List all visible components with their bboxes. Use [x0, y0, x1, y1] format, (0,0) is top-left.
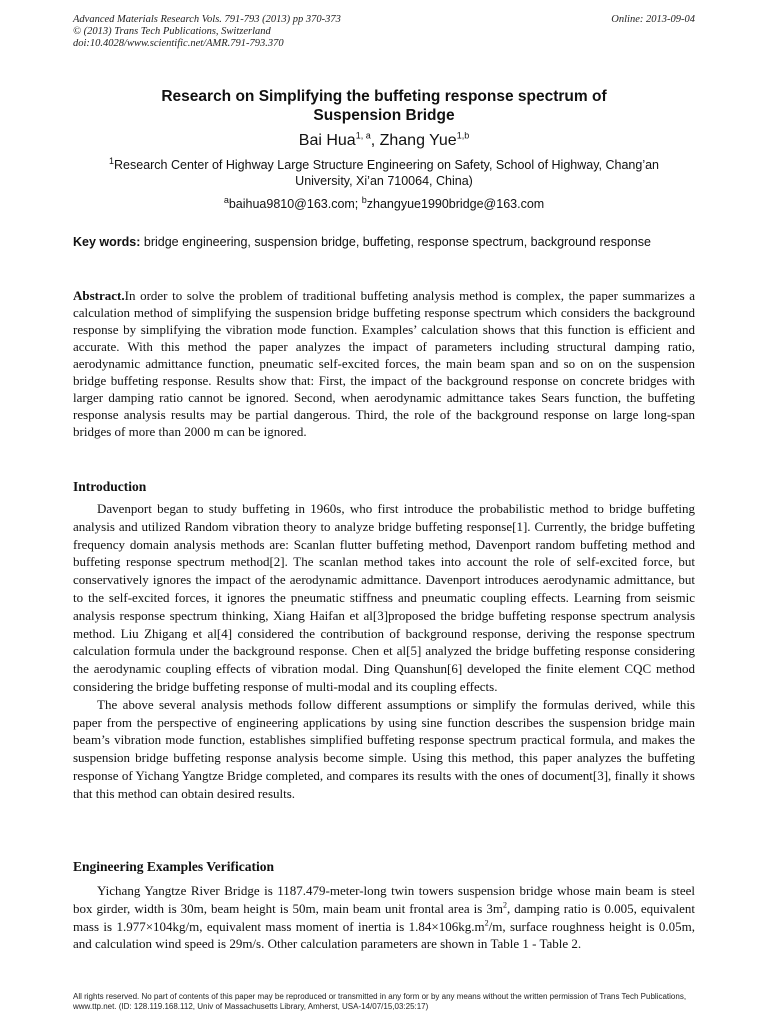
- email-b-superscript: b: [361, 194, 367, 205]
- title-line-1: Research on Simplifying the buffeting response spectrum of: [161, 88, 607, 105]
- copyright-line: © (2013) Trans Tech Publications, Switzerland: [73, 26, 271, 37]
- engineering-body: [73, 882, 695, 953]
- keywords-text: bridge engineering, suspension bridge, buffeting, response spectrum, background response: [140, 235, 651, 249]
- author-separator: ,: [370, 132, 380, 149]
- abstract: [73, 287, 695, 440]
- introduction-paragraph-2: The above several analysis methods follow different assumptions or simplify the formulas derived, while this paper from the perspective of engineering applications by using sine function describes the suspension bridge main beam’s vibration mode function, establishes simplified buffeting response spectrum practical formula, and makes the suspension bridge buffeting response analysis become simple. Using this method, this paper analyzes the buffeting response of Yichang Yangtze Bridge completed, and compares its results with the ones of document[3], finally it shows that this method can obtain desired results.: [73, 696, 695, 801]
- affiliation: [73, 157, 695, 189]
- email-b[interactable]: zhangyue1990bridge@163.com: [366, 197, 545, 211]
- journal-citation: Advanced Materials Research Vols. 791-793 (2013) pp 370-373: [73, 14, 341, 25]
- engineering-text-c: /m, surface roughness height is 0.05m, and calculation wind speed is 29m/s. Other calculation parameters are shown in Table 1 - Table 2.: [73, 918, 696, 952]
- keywords: [73, 234, 695, 251]
- author-emails: [73, 196, 695, 212]
- engineering-text-b: , damping ratio is 0.005, equivalent mass is 1.977×104kg/m, equivalent mass moment of inertia is 1.84×106kg.m: [73, 900, 695, 934]
- affiliation-line-2: University, Xi’an 710064, China): [295, 174, 473, 188]
- area-unit-superscript: 2: [502, 900, 507, 910]
- paper-title: [73, 87, 695, 125]
- introduction-body: [73, 500, 695, 803]
- affiliation-line-1: Research Center of Highway Large Structure Engineering on Safety, School of Highway, Chang’an: [114, 158, 659, 172]
- author-list: [73, 131, 695, 151]
- doi-line: doi:10.4028/www.scientific.net/AMR.791-793.370: [73, 38, 284, 49]
- engineering-heading: Engineering Examples Verification: [73, 859, 275, 874]
- introduction-paragraph-1: Davenport began to study buffeting in 1960s, who first introduce the probabilistic method to bridge buffeting analysis and utilized Random vibration theory to analyze bridge buffeting response[1]. Currently, the bridge buffeting frequency domain analysis methods are: Scanlan flutter buffeting method, Davenport random buffeting method and buffeting response spectrum method[2]. The scanlan method takes into account the role of self-excited force, but conservatively ignores the impact of the aerodynamic admittance. Davenport introduces aerodynamic admittance, but to the self-excited forces, it ignores the pneumatic stiffness and pneumatic coupling effects. Learning from seismic analysis response spectrum thinking, Xiang Haifan et al[3]proposed the bridge buffeting response spectrum analysis method. Liu Zhigang et al[4] considered the contribution of background response, deriving the response spectrum calculation formula under the background response. Chen et al[5] analyzed the bridge buffeting response considering the aerodynamic coupling effects of vibration modal. Ding Quanshun[6] developed the finite element CQC method considering the bridge buffeting response of multi-modal and its coupling effects.: [73, 501, 695, 694]
- engineering-text-a: Yichang Yangtze River Bridge is 1187.479-meter-long twin towers suspension bridge whose main beam is steel box girder, width is 30m, beam height is 50m, main beam unit frontal area is 3m: [73, 883, 695, 916]
- abstract-label: Abstract.: [73, 288, 125, 303]
- engineering-paragraph-1: [73, 882, 695, 953]
- inertia-unit-superscript: 2: [484, 918, 489, 928]
- email-a[interactable]: baihua9810@163.com;: [228, 197, 362, 211]
- title-line-2: Suspension Bridge: [313, 107, 455, 124]
- online-date: Online: 2013-09-04: [611, 14, 695, 25]
- author-2-superscript: 1,b: [456, 130, 470, 141]
- author-2-name: Zhang Yue: [379, 132, 457, 149]
- author-1-name: Bai Hua: [298, 132, 356, 149]
- running-header: [73, 14, 695, 50]
- keywords-label: Key words:: [73, 235, 141, 249]
- affiliation-superscript: 1: [109, 155, 115, 166]
- author-1-superscript: 1, a: [355, 130, 371, 141]
- abstract-text: In order to solve the problem of traditional buffeting analysis method is complex, the paper summarizes a calculation method of simplifying the suspension bridge buffeting response spectrum which considers the background response by simplifying the vibration mode function. Examples’ calculation shows that this function is efficient and accurate. With this method the paper analyzes the impact of parameters including structural damping ratio, aerodynamic admittance function, pneumatic self-excited forces, the main beam span and so on on the suspension bridge buffeting response. Results show that: First, the impact of the background response on concrete bridges with larger damping ratio cannot be ignored. Second, when aerodynamic admittance takes Sears function, the buffeting response analysis results may be partial dangerous. Third, the role of the background response on large long-span bridges of more than 2000 m can be ignored.: [73, 288, 695, 439]
- rights-footer: All rights reserved. No part of contents of this paper may be reproduced or transmitted in any form or by any means without the written permission of Trans Tech Publications, www.ttp.net. (ID: 128.119.168.112, Univ of Massachusetts Library, Amherst, USA-14/07/15,03:25:17): [73, 992, 687, 1011]
- introduction-heading: Introduction: [73, 479, 147, 494]
- email-a-superscript: a: [223, 194, 229, 205]
